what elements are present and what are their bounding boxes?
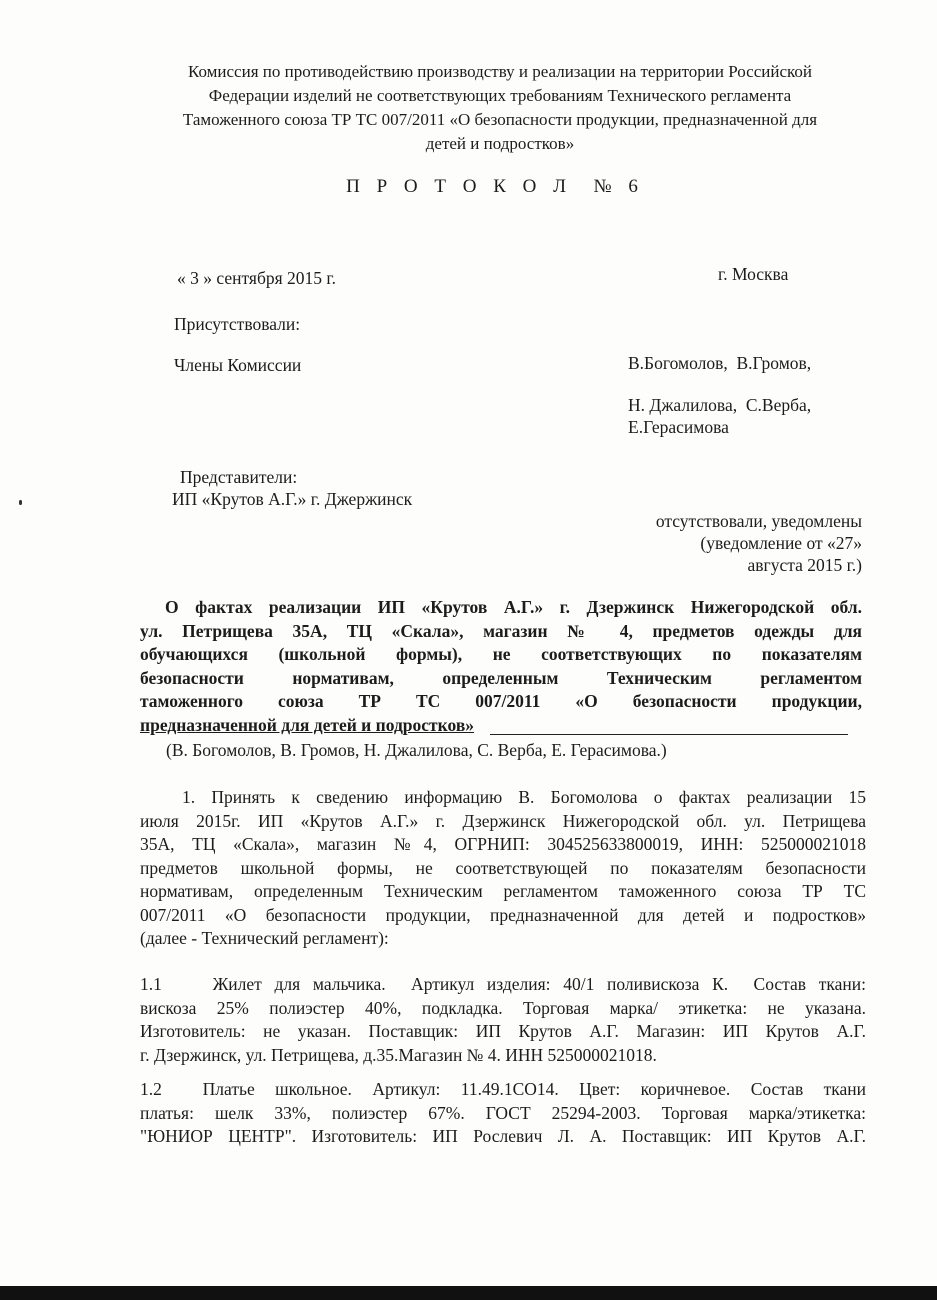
protocol-date: « 3 » сентября 2015 г.	[177, 268, 336, 288]
speakers-list: (В. Богомолов, В. Громов, Н. Джалилова, С. Верба, Е. Герасимова.)	[166, 740, 667, 760]
decision-item-1	[140, 786, 866, 951]
item-line: (далее - Технический регламент):	[140, 928, 389, 948]
item-line: "ЮНИОР ЦЕНТР". Изготовитель: ИП Рослевич Л. А. Поставщик: ИП Крутов А.Г.	[140, 1126, 866, 1146]
item-line: нормативам, определенным Техническим регламентом таможенного союза ТР ТС	[140, 881, 866, 901]
representative-name: ИП «Крутов А.Г.» г. Джержинск	[172, 489, 413, 509]
item-line: июля 2015г. ИП «Крутов А.Г.» г. Дзержинск Нижегородской обл. ул. Петрищева	[140, 810, 866, 831]
item-line: платья: шелк 33%, полиэстер 67%. ГОСТ 25294-2003. Торговая марка/этикетка:	[140, 1102, 866, 1123]
header-line: Комиссия по противодействию производству и реализации на территории Российской	[187, 62, 813, 81]
subject-line: ул. Петрищева 35А, ТЦ «Скала», магазин № 4, предметов одежды для	[140, 620, 862, 641]
item-line: вискоза 25% полиэстер 40%, подкладка. Торговая марка/ этикетка: не указана.	[140, 997, 866, 1018]
members-line: Е.Герасимова	[628, 417, 729, 437]
subject-underline	[490, 734, 848, 735]
present-label: Присутствовали:	[174, 314, 301, 334]
commission-header	[120, 60, 880, 156]
item-line: 007/2011 «О безопасности продукции, предназначенной для детей и подростков»	[140, 904, 866, 925]
scan-speck	[19, 500, 22, 505]
representatives-label: Представители:	[180, 467, 298, 487]
item-line: 35А, ТЦ «Скала», магазин №4, ОГРНИП: 304525633800019, ИНН: 525000021018	[140, 834, 866, 854]
scan-edge-bar	[0, 1286, 937, 1300]
subject-line: таможенного союза ТР ТС 007/2011 «О безопасности продукции,	[140, 691, 862, 711]
agenda-subject	[140, 596, 862, 737]
item-line: 1.1 Жилет для мальчика. Артикул изделия: 40/1 поливискоза К. Состав ткани:	[140, 974, 866, 994]
protocol-title: П Р О Т О К О Л № 6	[346, 176, 644, 197]
header-line: Федерации изделий не соответствующих требованиям Технического регламента	[208, 86, 792, 105]
subject-line: обучающихся (школьной формы), не соответствующих по показателям	[140, 644, 862, 664]
item-line: предметов школьной формы, не соответствующей по показателям безопасности	[140, 857, 866, 878]
protocol-city: г. Москва	[718, 264, 789, 284]
notice-date: августа 2015 г.)	[747, 555, 862, 575]
notice-line: (уведомление от «27»	[700, 533, 862, 553]
item-line: Изготовитель: не указан. Поставщик: ИП Крутов А.Г. Магазин: ИП Крутов А.Г.	[140, 1021, 866, 1041]
item-line: г. Дзержинск, ул. Петрищева, д.35.Магазин № 4. ИНН 525000021018.	[140, 1044, 657, 1065]
subject-line: О фактах реализации ИП «Крутов А.Г.» г. Дзержинск Нижегородской обл.	[165, 597, 862, 617]
decision-item-1-1	[140, 973, 866, 1067]
members-label: Члены Комиссии	[174, 355, 302, 375]
header-line: детей и подростков»	[425, 134, 575, 153]
members-line: Н. Джалилова, С.Верба,	[628, 395, 812, 415]
decision-item-1-2	[140, 1078, 866, 1149]
item-line: 1.2 Платье школьное. Артикул: 11.49.1CO14. Цвет: коричневое. Состав ткани	[140, 1079, 866, 1099]
header-line: Таможенного союза ТР ТС 007/2011 «О безопасности продукции, предназначенной для	[182, 110, 818, 129]
subject-line: безопасности нормативам, определенным Техническим регламентом	[140, 667, 862, 688]
absence-status: отсутствовали, уведомлены	[655, 511, 862, 531]
item-line: 1. Принять к сведению информацию В. Богомолова о фактах реализации 15	[182, 787, 866, 807]
subject-line: предназначенной для детей и подростков»	[140, 714, 475, 735]
members-line: В.Богомолов, В.Громов,	[628, 353, 812, 373]
